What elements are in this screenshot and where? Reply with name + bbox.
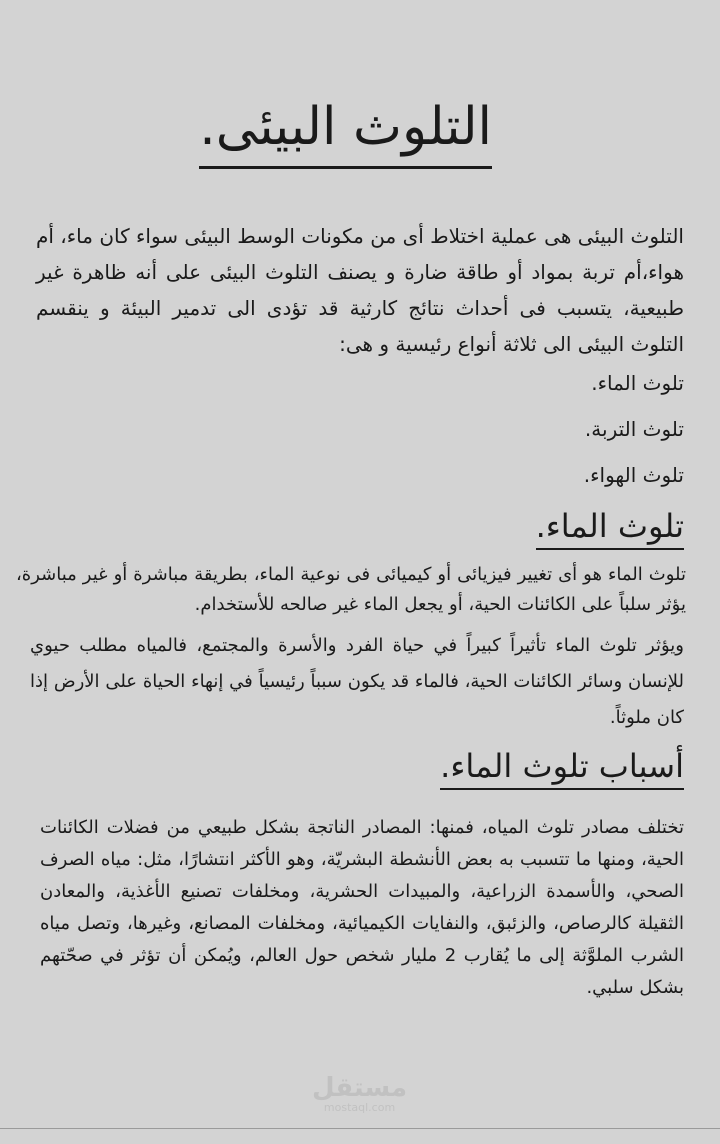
- water-impact-paragraph: ويؤثر تلوث الماء تأثيراً كبيراً في حياة الفرد والأسرة والمجتمع، فالمياه مطلب حيوي للإنسان وسائر الكائنات الحية، فالماء قد يكون سبباً رئيسياً في إنهاء الحياة على الأرض إذا كان ملوثاً.: [30, 635, 684, 728]
- page-title: التلوث البيئى.: [199, 92, 492, 169]
- type-item-air: تلوث الهواء.: [583, 463, 684, 487]
- mostaql-watermark-logo: [312, 1074, 407, 1114]
- watermark-sub-text: mostaql.com: [323, 1101, 396, 1114]
- type-item-water: تلوث الماء.: [591, 371, 684, 395]
- water-definition-paragraph: تلوث الماء هو أى تغيير فيزيائى أو كيميائى فى نوعية الماء، بطريقة مباشرة أو غير مباشرة، يؤثر سلباً على الكائنات الحية، أو يجعل الماء غير صالحه للأستخدام.: [16, 564, 686, 615]
- intro-paragraph: التلوث البيئى هى عملية اختلاط أى من مكونات الوسط البيئى سواء كان ماء، أم هواء،أم تربة بمواد أو طاقة ضارة و يصنف التلوث البيئى على أنه ظاهرة غير طبيعية، يتسبب فى أحداث نتائج كارثية قد تؤدى الى تدمير البيئة و ينقسم التلوث البيئى الى ثلاثة أنواع رئيسية و هى:: [36, 224, 684, 356]
- water-causes-paragraph: تختلف مصادر تلوث المياه، فمنها: المصادر الناتجة بشكل طبيعي من فضلات الكائنات الحية، ومنها ما تتسبب به بعض الأنشطة البشريّة، وهو الأكثر انتشارًا، مثل: مياه الصرف الصحي، والأسمدة الزراعية، والمبيدات الحشرية، ومخلفات تصنيع الأغذية، والمعادن الثقيلة كالرصاص، والزئبق، والنفايات الكيميائية، ومخلفات المصانع، وغيرها، وتصل مياه الشرب الملوَّثة إلى ما يُقارب 2 مليار شخص حول العالم، ويُمكن أن تؤثر في صحّتهم بشكل سلبي.: [40, 817, 684, 998]
- watermark-main-text: مستقل: [312, 1073, 408, 1103]
- bottom-divider: [0, 1128, 720, 1129]
- type-item-soil: تلوث التربة.: [584, 417, 684, 441]
- water-causes-heading: أسباب تلوث الماء.: [440, 744, 684, 790]
- water-pollution-heading: تلوث الماء.: [536, 504, 684, 550]
